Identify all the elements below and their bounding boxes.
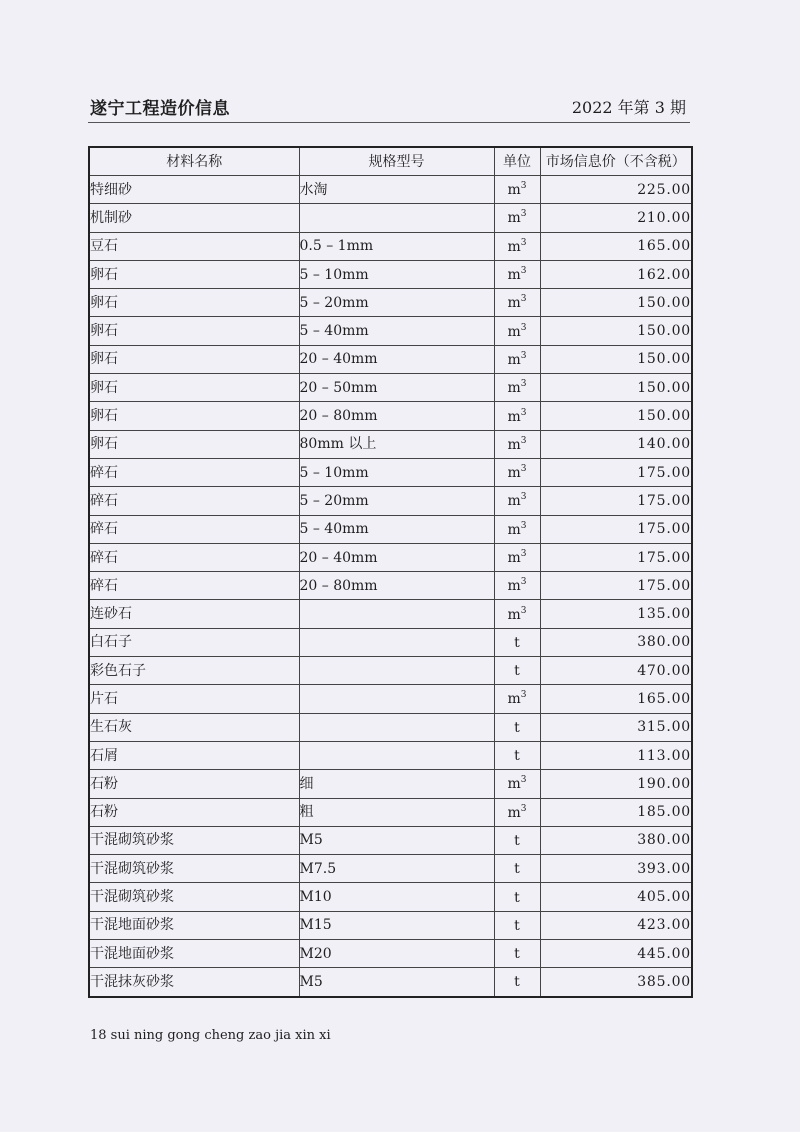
price-cell: 175.00 (540, 572, 692, 600)
material-name-cell: 石屑 (89, 741, 299, 769)
spec-cell: 粗 (299, 798, 494, 826)
spec-cell: M5 (299, 826, 494, 854)
price-cell: 140.00 (540, 430, 692, 458)
unit-base: m (507, 182, 521, 199)
spec-cell: 5 – 40mm (299, 515, 494, 543)
table-row (89, 260, 692, 288)
material-name-cell: 卵石 (89, 260, 299, 288)
unit-cell (494, 911, 540, 939)
column-header-unit: 单位 (494, 147, 540, 176)
publication-title: 遂宁工程造价信息 (90, 99, 230, 119)
price-cell: 175.00 (540, 458, 692, 486)
spec-cell (299, 685, 494, 713)
price-cell: 405.00 (540, 883, 692, 911)
table-row (89, 657, 692, 685)
issue-number: 2022 年第 3 期 (571, 98, 686, 117)
price-cell: 185.00 (540, 798, 692, 826)
unit-cell (494, 260, 540, 288)
unit-base: m (507, 238, 521, 255)
spec-cell: M10 (299, 883, 494, 911)
unit-cell (494, 374, 540, 402)
unit-base: m (507, 465, 521, 482)
material-name-cell: 卵石 (89, 317, 299, 345)
table-row (89, 798, 692, 826)
material-name-cell: 豆石 (89, 232, 299, 260)
price-cell: 150.00 (540, 345, 692, 373)
table-row (89, 940, 692, 968)
material-name-cell: 生石灰 (89, 713, 299, 741)
unit-exponent: 3 (520, 181, 527, 192)
price-cell: 385.00 (540, 968, 692, 997)
unit-cell (494, 883, 540, 911)
spec-cell: 20 – 80mm (299, 572, 494, 600)
table-row (89, 402, 692, 430)
spec-cell: 0.5 – 1mm (299, 232, 494, 260)
unit-cell (494, 204, 540, 232)
spec-cell: 5 – 40mm (299, 317, 494, 345)
unit-exponent: 3 (520, 294, 527, 305)
table-row (89, 543, 692, 571)
unit-cell (494, 543, 540, 571)
material-name-cell: 碎石 (89, 572, 299, 600)
table-row (89, 713, 692, 741)
price-cell: 225.00 (540, 176, 692, 204)
unit-cell (494, 487, 540, 515)
spec-cell: 水淘 (299, 176, 494, 204)
unit-base: m (507, 210, 521, 227)
material-name-cell: 片石 (89, 685, 299, 713)
table-row (89, 345, 692, 373)
table-row (89, 883, 692, 911)
unit-base: t (514, 889, 520, 906)
spec-cell: M5 (299, 968, 494, 997)
price-cell: 165.00 (540, 685, 692, 713)
table-row (89, 430, 692, 458)
table-row (89, 487, 692, 515)
spec-cell: 5 – 10mm (299, 260, 494, 288)
price-cell: 175.00 (540, 487, 692, 515)
material-name-cell: 石粉 (89, 770, 299, 798)
table-header-row (89, 147, 692, 176)
table-row (89, 232, 692, 260)
spec-cell (299, 657, 494, 685)
unit-exponent: 3 (520, 435, 527, 446)
unit-cell (494, 685, 540, 713)
unit-exponent: 3 (520, 577, 527, 588)
unit-exponent: 3 (520, 520, 527, 531)
material-name-cell: 碎石 (89, 458, 299, 486)
unit-cell (494, 826, 540, 854)
material-name-cell: 干混砌筑砂浆 (89, 883, 299, 911)
table-row (89, 374, 692, 402)
spec-cell: M20 (299, 940, 494, 968)
unit-base: t (514, 974, 520, 991)
unit-base: t (514, 634, 520, 651)
material-price-table (88, 146, 693, 998)
unit-exponent: 3 (520, 549, 527, 559)
material-name-cell: 卵石 (89, 345, 299, 373)
material-name-cell: 干混地面砂浆 (89, 911, 299, 939)
unit-exponent: 3 (520, 605, 527, 616)
unit-cell (494, 713, 540, 741)
unit-base: m (507, 691, 521, 708)
spec-cell: 80mm 以上 (299, 430, 494, 458)
unit-exponent: 3 (520, 492, 527, 503)
unit-cell (494, 628, 540, 656)
table-row (89, 770, 692, 798)
unit-cell (494, 741, 540, 769)
unit-base: m (507, 493, 521, 510)
material-name-cell: 卵石 (89, 289, 299, 317)
unit-base: m (507, 408, 521, 425)
price-cell: 380.00 (540, 826, 692, 854)
spec-cell: 5 – 20mm (299, 289, 494, 317)
unit-cell (494, 289, 540, 317)
column-header-spec: 规格型号 (299, 147, 494, 176)
spec-cell (299, 628, 494, 656)
material-name-cell: 碎石 (89, 487, 299, 515)
material-name-cell: 干混砌筑砂浆 (89, 826, 299, 854)
price-cell: 135.00 (540, 600, 692, 628)
page-header (88, 92, 690, 123)
unit-exponent: 3 (520, 237, 527, 248)
unit-exponent: 3 (520, 775, 527, 786)
material-name-cell: 干混地面砂浆 (89, 940, 299, 968)
unit-base: t (514, 663, 520, 680)
unit-cell (494, 657, 540, 685)
material-name-cell: 白石子 (89, 628, 299, 656)
price-cell: 113.00 (540, 741, 692, 769)
table-row (89, 176, 692, 204)
unit-cell (494, 855, 540, 883)
price-cell: 393.00 (540, 855, 692, 883)
column-header-price: 市场信息价（不含税） (540, 147, 692, 176)
column-header-material-name: 材料名称 (89, 147, 299, 176)
unit-base: m (507, 776, 521, 793)
material-name-cell: 彩色石子 (89, 657, 299, 685)
unit-base: t (514, 719, 520, 736)
unit-exponent: 3 (520, 209, 527, 220)
spec-cell (299, 204, 494, 232)
spec-cell: 5 – 20mm (299, 487, 494, 515)
price-cell: 150.00 (540, 289, 692, 317)
table-row (89, 600, 692, 628)
material-name-cell: 连砂石 (89, 600, 299, 628)
price-cell: 150.00 (540, 317, 692, 345)
unit-base: m (507, 550, 521, 566)
table-row (89, 515, 692, 543)
unit-base: t (514, 861, 520, 878)
spec-cell (299, 600, 494, 628)
unit-cell (494, 798, 540, 826)
price-cell: 470.00 (540, 657, 692, 685)
price-cell: 150.00 (540, 402, 692, 430)
unit-base: m (507, 521, 521, 538)
unit-cell (494, 345, 540, 373)
spec-cell: 20 – 80mm (299, 402, 494, 430)
price-cell: 380.00 (540, 628, 692, 656)
unit-base: t (514, 917, 520, 934)
spec-cell: M7.5 (299, 855, 494, 883)
page-footer: 18 sui ning gong cheng zao jia xin xi (90, 1028, 331, 1043)
price-cell: 423.00 (540, 911, 692, 939)
unit-cell (494, 402, 540, 430)
price-cell: 190.00 (540, 770, 692, 798)
unit-exponent: 3 (520, 379, 527, 390)
spec-cell: 细 (299, 770, 494, 798)
unit-cell (494, 232, 540, 260)
table-row (89, 826, 692, 854)
unit-exponent: 3 (520, 803, 527, 814)
unit-base: m (507, 578, 521, 595)
price-cell: 315.00 (540, 713, 692, 741)
unit-cell (494, 317, 540, 345)
unit-exponent: 3 (520, 690, 527, 701)
table-row (89, 572, 692, 600)
unit-exponent: 3 (520, 266, 527, 277)
unit-base: t (514, 946, 520, 963)
material-name-cell: 特细砂 (89, 176, 299, 204)
table-row (89, 317, 692, 345)
unit-cell (494, 600, 540, 628)
unit-cell (494, 430, 540, 458)
table-row (89, 911, 692, 939)
unit-cell (494, 968, 540, 997)
material-name-cell: 干混砌筑砂浆 (89, 855, 299, 883)
table-row (89, 685, 692, 713)
material-name-cell: 卵石 (89, 430, 299, 458)
unit-cell (494, 176, 540, 204)
unit-cell (494, 515, 540, 543)
spec-cell: 20 – 40mm (299, 543, 494, 571)
unit-base: m (507, 351, 521, 368)
unit-cell (494, 572, 540, 600)
unit-exponent: 3 (520, 322, 527, 333)
material-name-cell: 机制砂 (89, 204, 299, 232)
spec-cell: 20 – 50mm (299, 374, 494, 402)
table-row (89, 204, 692, 232)
unit-base: m (507, 267, 521, 284)
spec-cell: 20 – 40mm (299, 345, 494, 373)
unit-base: m (507, 323, 521, 340)
price-cell: 175.00 (540, 515, 692, 543)
unit-base: m (507, 295, 521, 312)
table-row (89, 741, 692, 769)
unit-cell (494, 458, 540, 486)
material-name-cell: 卵石 (89, 402, 299, 430)
material-name-cell: 碎石 (89, 543, 299, 571)
material-name-cell: 碎石 (89, 515, 299, 543)
table-body (89, 176, 692, 997)
unit-base: m (507, 380, 521, 397)
price-cell: 150.00 (540, 374, 692, 402)
price-cell: 210.00 (540, 204, 692, 232)
material-name-cell: 石粉 (89, 798, 299, 826)
unit-base: t (514, 832, 520, 849)
unit-exponent: 3 (520, 350, 527, 361)
unit-cell (494, 770, 540, 798)
table-row (89, 628, 692, 656)
unit-base: t (514, 748, 520, 765)
unit-base: m (507, 606, 521, 623)
price-cell: 175.00 (540, 543, 692, 571)
unit-exponent: 3 (520, 464, 527, 475)
table-row (89, 968, 692, 997)
spec-cell (299, 713, 494, 741)
spec-cell: M15 (299, 911, 494, 939)
price-cell: 445.00 (540, 940, 692, 968)
table-row (89, 855, 692, 883)
unit-cell (494, 940, 540, 968)
material-name-cell: 卵石 (89, 374, 299, 402)
price-cell: 162.00 (540, 260, 692, 288)
spec-cell: 5 – 10mm (299, 458, 494, 486)
spec-cell (299, 741, 494, 769)
price-cell: 165.00 (540, 232, 692, 260)
unit-base: m (507, 804, 521, 821)
table-row (89, 458, 692, 486)
material-name-cell: 干混抹灰砂浆 (89, 968, 299, 997)
table-row (89, 289, 692, 317)
unit-base: m (507, 436, 521, 453)
unit-exponent: 3 (520, 407, 527, 418)
